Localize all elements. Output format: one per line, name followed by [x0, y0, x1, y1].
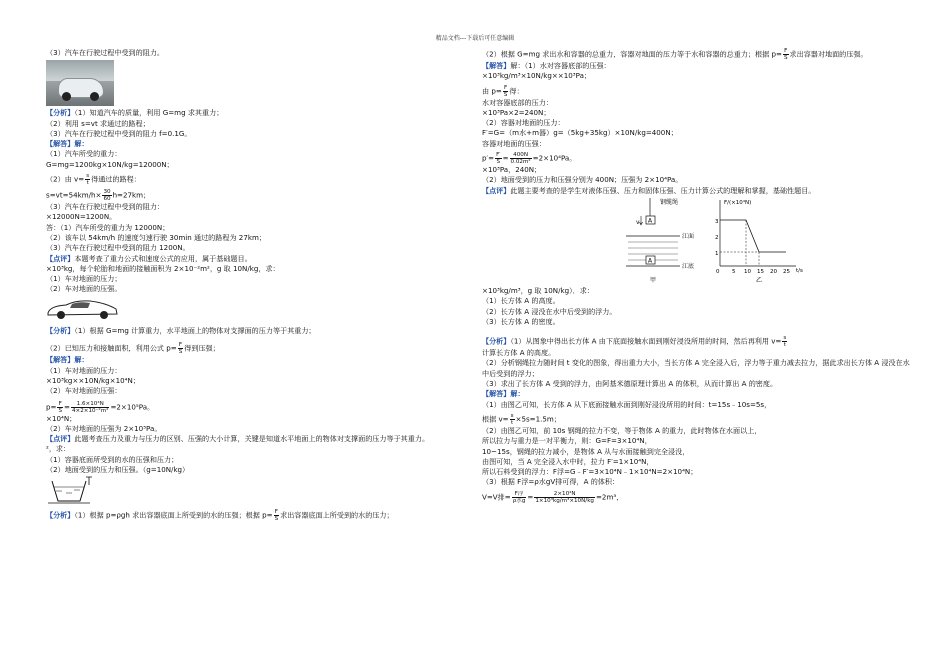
formula-text: （2）由 v=: [46, 174, 85, 184]
fraction-numerator: 2×10⁴N: [534, 491, 595, 498]
comment-tag: 【点评】: [482, 185, 511, 195]
fraction-denominator: t: [510, 419, 514, 426]
answer-text: 解：（1）水对容器底部的压强：: [510, 61, 611, 70]
fraction: [85, 173, 90, 186]
answer-line: [482, 61, 912, 71]
text-line: （2）地面受到的压力和压强。（g=10N/kg）: [46, 465, 190, 475]
fraction: [102, 189, 111, 202]
fraction-denominator: S: [496, 159, 501, 166]
analysis-tag: 【分析】: [46, 326, 75, 336]
answer-tag: 【解答】: [482, 61, 511, 70]
comment-line: [46, 254, 466, 264]
formula-line: [46, 173, 466, 186]
block-a-label: A: [648, 217, 653, 225]
fraction: [782, 335, 787, 348]
text-line: 答：（1）汽车所受的重力为 12000N；: [46, 222, 170, 232]
fraction: [783, 48, 789, 61]
fraction-denominator: S: [58, 407, 63, 414]
text-line: （3）汽车在行驶过程中受到的阻力 f=0.1G。: [46, 128, 192, 138]
text-line: （2）该车以 54km/h 的速度匀速行驶 30min 通过的路程为 27km；: [46, 232, 266, 242]
figure-jia-label: 甲: [650, 276, 657, 284]
fraction-denominator: 60: [103, 196, 111, 203]
analysis-line: [46, 326, 466, 336]
text-line: 由图可知，当 A 完全浸入水中时，拉力 F′=1×10⁴N，: [482, 456, 654, 466]
comment-tag: 【点评】: [46, 253, 75, 263]
text-line: （2）地面受到的压力和压强分别为 400N；压强为 2×10⁴Pa。: [482, 175, 683, 185]
text-line: （3）求出了长方体 A 受到的浮力，由阿基米德原理计算出 A 的体积，从而计算出 A 的密度。: [482, 379, 778, 389]
analysis-line: [482, 335, 912, 348]
analysis-line: [46, 509, 466, 522]
fraction-numerator: 30: [103, 189, 111, 196]
answer-line: [46, 139, 466, 149]
fraction-denominator: t: [783, 342, 786, 349]
y-tick: 3: [715, 218, 719, 225]
formula-line: [46, 189, 466, 202]
force-curve: [720, 220, 786, 252]
text-line: （1）长方体 A 的高度。: [482, 296, 560, 306]
river-bottom-label: 江底: [682, 262, 695, 270]
fraction-numerator: F: [784, 48, 788, 54]
fraction: [510, 413, 515, 426]
text-line: （2）利用 s=vt 求通过的路程；: [46, 118, 150, 128]
formula-text: =2×10⁴Pa。: [532, 153, 577, 163]
rope-label: 钢缆绳: [660, 198, 679, 206]
text-line: 水对容器底部的压力：: [482, 97, 553, 107]
right-column: [482, 48, 912, 504]
analysis-text: （1）根据 p=ρgh 求出容器底面上所受到的水的压强；根据 p=: [74, 510, 273, 520]
fraction-denominator: 1×10³kg/m³×10N/kg: [535, 497, 594, 504]
formula-text: =2×10⁵Pa。: [110, 402, 155, 412]
formula-text: （2）已知压力和接触面积，利用公式 p=: [46, 343, 177, 353]
river-surface-label: 江面: [682, 232, 695, 240]
page-header: 精品文档---下载后可任意编辑: [435, 35, 515, 42]
text-line: ²，求：: [46, 444, 71, 454]
analysis-tag: 【分析】: [482, 336, 511, 346]
analysis-text: （1）根据 G=mg 计算重力，水平地面上的物体对支撑面的压力等于其重力；: [74, 326, 316, 336]
analysis-tag: 【分析】: [46, 510, 75, 520]
text-line: ×12000N=1200N。: [46, 212, 117, 222]
y-tick: 1: [715, 250, 719, 257]
fraction-numerator: F: [503, 84, 508, 91]
car-photo: [46, 60, 114, 106]
fraction-denominator: S: [503, 91, 508, 98]
text-line: 所以石料受到的浮力：F浮=G﹣F′=3×10⁴N﹣1×10⁴N=2×10⁴N；: [482, 467, 698, 477]
answer-tag: 【解答】解：: [482, 389, 525, 399]
text-line: （2）长方体 A 浸没在水中后受到的浮力。: [482, 306, 617, 316]
analysis-text: 求出容器底面上所受到的水的压力；: [280, 510, 394, 520]
formula-text: h=27km；: [112, 190, 151, 200]
text-line: 计算长方体 A 的高度。: [482, 348, 556, 358]
comment-line: [482, 186, 912, 196]
fraction-denominator: ρ水g: [512, 497, 526, 504]
text-line: （2）车对地面的压强。: [46, 284, 122, 294]
text-line: （1）由图乙可知，长方体 A 从下底面接触水面到刚好浸没所用的时间：t=15s﹣10s=5s，: [482, 399, 772, 409]
text-line: ×10³kg/m³×10N/kg××10³Pa；: [482, 71, 592, 81]
analysis-line: [482, 48, 912, 61]
text-line: （2）由图乙可知，前 10s 钢绳的拉力不变，等于物体 A 的重力，此时物体在水面以上，: [482, 425, 762, 435]
container-illustration: [46, 475, 96, 505]
velocity-label: v: [636, 218, 640, 226]
comment-line: [46, 434, 466, 444]
formula-line: [46, 401, 466, 414]
fraction-denominator: S: [178, 349, 183, 356]
fraction: [510, 152, 532, 165]
fraction-denominator: 4×2×10⁻²m²: [71, 407, 109, 414]
text-line: （1）车对地面的压力：: [46, 365, 122, 375]
y-axis-label: F/(×10⁴N): [724, 199, 752, 206]
text-line: G=mg=1200kg×10N/kg=12000N；: [46, 159, 174, 169]
text-line: 10~15s，钢绳的拉力减小，是物体 A 从与水面接触到完全浸没，: [482, 446, 690, 456]
question-line: （3）汽车在行驶过程中受到的阻力。: [46, 48, 165, 57]
formula-text: 得通过的路程：: [91, 174, 141, 184]
formula-line: [482, 491, 912, 504]
fraction: [503, 85, 509, 98]
x-tick: 0: [716, 268, 720, 275]
block-a-label: A: [648, 257, 653, 265]
figure-block: [482, 196, 912, 286]
fraction-numerator: F浮: [512, 491, 527, 498]
comment-text: 本题考查了重力公式和速度公式的应用，属于基础题目。: [74, 253, 252, 263]
analysis-text: 求出容器对地面的压强。: [789, 49, 868, 59]
fraction-denominator: S: [783, 55, 788, 61]
fraction-numerator: 1.6×10⁴N: [71, 401, 110, 408]
analysis-text: （1）知道汽车的质量，利用 G=mg 求其重力；: [74, 108, 224, 118]
text-line: ×10³kg/m³，g 取 10N/kg）．求：: [482, 285, 594, 295]
analysis-tag: 【分析】: [46, 108, 75, 118]
text-line: ×10³Pa，240N；: [482, 165, 542, 175]
fraction-numerator: F: [274, 508, 278, 515]
sports-car-illustration: [46, 297, 120, 321]
formula-text: 得：: [509, 86, 524, 96]
fraction-numerator: F: [178, 342, 183, 349]
fraction-denominator: 0.02m²: [510, 159, 531, 166]
wheel-icon: [90, 92, 99, 101]
text-line: （1）容器底面所受到的水的压强和压力；: [46, 454, 179, 464]
text-line: ×10³kg××10N/kg×10⁴N；: [46, 375, 140, 385]
text-line: （2）车对地面的压强：: [46, 386, 122, 396]
comment-text: 此题主要考查的是学生对液体压强、压力和固体压强、压力计算公式的理解和掌握，基础性题目。: [510, 185, 816, 195]
comment-tag: 【点评】: [46, 434, 75, 444]
formula-text: 根据 v=: [482, 414, 509, 424]
fraction-denominator: S: [274, 515, 279, 522]
fraction: [495, 152, 502, 165]
figure-jia-yi: [620, 196, 820, 286]
text-line: （2）容器对地面的压力：: [482, 118, 565, 128]
fraction-numerator: F′: [496, 152, 501, 159]
text-line: （3）长方体 A 的密度。: [482, 316, 560, 326]
comment-text: 此题考查压力及重力与压力的区别、压强的大小计算，关键是知道水平地面上的物体对支撑面的压力等于其重力。: [74, 434, 430, 444]
wheel-icon: [62, 92, 71, 101]
formula-text: V=V排=: [482, 492, 511, 502]
fraction: [512, 491, 527, 504]
formula-text: p′=: [482, 153, 495, 163]
text-line: （3）根据 F浮=ρ水gV排可得，A 的体积：: [482, 477, 620, 487]
formula-text: p=: [46, 402, 57, 412]
formula-line: [482, 413, 912, 426]
formula-text: 由 p=: [482, 86, 502, 96]
text-line: （1）车对地面的压力；: [46, 274, 122, 284]
x-tick: 5: [732, 268, 736, 275]
text-line: （1）汽车所受的重力：: [46, 149, 122, 159]
fraction-numerator: 400N: [510, 152, 532, 159]
text-line: （2）车对地面的压强为 2×10⁵Pa。: [46, 423, 162, 433]
formula-text: s=vt=54km/h×: [46, 190, 102, 200]
fraction: [178, 342, 184, 355]
fraction: [71, 401, 110, 414]
answer-line: [46, 355, 466, 365]
left-column: [46, 48, 466, 522]
analysis-line: [46, 108, 466, 118]
formula-text: 得到压强；: [184, 343, 220, 353]
answer-line: [482, 389, 912, 399]
formula-line: [482, 152, 912, 165]
text-line: （3）汽车在行驶过程中受到的阻力：: [46, 202, 165, 212]
formula-text: =: [64, 402, 70, 412]
y-tick: 2: [715, 234, 719, 241]
text-line: 所以拉力与重力是一对平衡力，则：G=F=3×10⁴N，: [482, 436, 652, 446]
formula-text: =2m³，: [595, 492, 624, 502]
fraction-numerator: s: [783, 335, 787, 342]
fraction: [274, 509, 280, 522]
fraction: [57, 401, 63, 414]
text-line: ×10³kg，每个轮胎和地面的接触面积为 2×10⁻²m²，g 取 10N/kg，求：: [46, 263, 280, 273]
figure-yi-label: 乙: [756, 276, 763, 284]
formula-line: [46, 342, 466, 355]
x-tick: 10: [744, 268, 751, 275]
x-tick: 15: [757, 268, 764, 275]
x-tick: 25: [783, 268, 790, 275]
text-line: ×10³Pa×2=240N；: [482, 107, 551, 117]
answer-tag: 【解答】解：: [46, 139, 89, 149]
fraction-denominator: t: [86, 180, 89, 187]
formula-text: ×5s=1.5m；: [515, 414, 561, 424]
text-line: ×10⁴N；: [46, 413, 77, 423]
analysis-text: （2）根据 G=mg 求出水和容器的总重力，容器对地面的压力等于水和容器的总重力；根据 p=: [482, 49, 782, 59]
formula-line: [482, 85, 912, 98]
analysis-text: （1）从图象中得出长方体 A 由下底面接触水面到刚好浸没所用的时间，然后再利用 v=: [510, 336, 782, 346]
x-tick: 20: [770, 268, 777, 275]
text-line: 容器对地面的压强：: [482, 138, 546, 148]
text-line: F′=G=（m水+m器）g=（5kg+35kg）×10N/kg=400N；: [482, 128, 678, 138]
formula-text: =: [527, 492, 534, 502]
formula-text: =: [502, 153, 509, 163]
x-axis-label: t/s: [796, 267, 803, 274]
fraction-numerator: s: [510, 412, 514, 419]
fraction-numerator: F: [58, 400, 62, 407]
answer-tag: 【解答】解：: [46, 355, 89, 365]
fraction: [534, 491, 595, 504]
fraction-numerator: s: [86, 173, 90, 180]
text-line: （2）分析钢绳拉力随时间 t 变化的图象，得出重力大小，当长方体 A 完全浸入后，浮力等于重力减去拉力，据此求出长方体 A 浸没在水中后受到的浮力；: [482, 358, 910, 378]
text-line: （3）汽车在行驶过程中受到的阻力 1200N。: [46, 243, 190, 253]
